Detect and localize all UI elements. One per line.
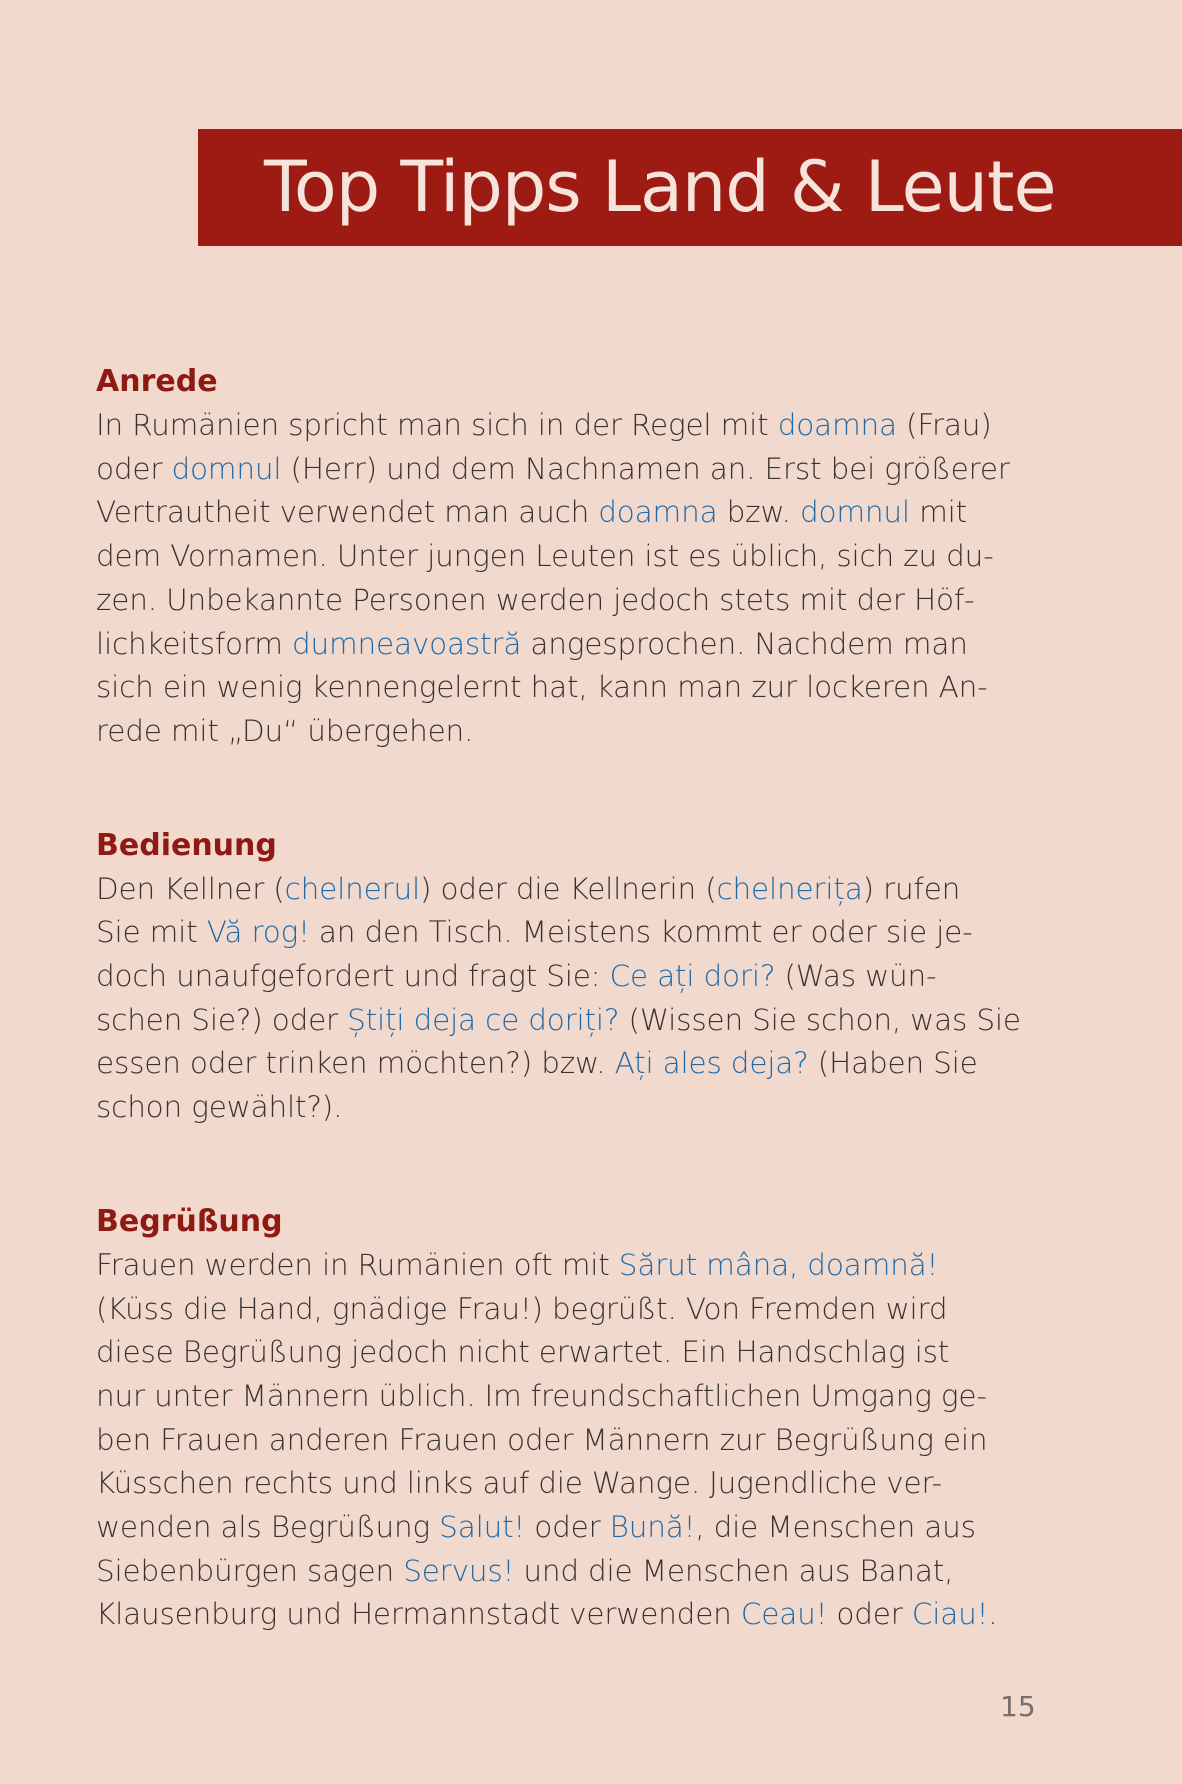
text-line [96,911,1086,955]
text-segment: Frauen werden in Rumänien oft mit [96,1247,619,1282]
text-segment: sich ein wenig kennengelernt hat, kann man zur lockeren An- [96,670,988,705]
text-segment: oder [525,1510,610,1545]
section-heading: Bedienung [96,827,277,863]
text-segment: rede mit „Du“ übergehen. [96,713,474,748]
text-segment: Den Kellner ( [96,871,285,906]
text-line [96,868,1086,912]
romanian-term: doamna [777,408,897,442]
text-segment: dem Vornamen. Unter jungen Leuten ist es üblich, sich zu du- [96,539,994,574]
romanian-term: Ați ales deja? [614,1046,809,1081]
text-segment: oder [827,1597,912,1632]
text-line [96,491,1086,535]
text-line [96,1042,1086,1086]
text-segment: schen Sie?) oder [96,1002,348,1037]
text-segment: . [988,1597,998,1632]
romanian-term: Sărut mâna, doamnă! [618,1247,939,1282]
text-line [96,1375,1086,1419]
text-segment: (Frau) [896,408,992,442]
text-line [96,1593,1086,1637]
text-segment: doch unaufgefordert und fragt Sie: [96,959,610,994]
text-segment: mit [909,495,967,530]
text-segment: Vertrautheit verwendet man auch [96,495,599,530]
text-line [96,1550,1086,1594]
text-segment: an den Tisch. Meistens kommt er oder sie je- [309,915,973,950]
text-segment: Küsschen rechts und links auf die Wange. Jugendliche ver- [96,1466,942,1501]
romanian-term: Servus! [403,1553,515,1588]
romanian-term: Știți deja ce doriți? [347,1002,620,1037]
romanian-term: Ciau! [911,1597,989,1632]
text-segment: lichkeitsform [96,626,292,661]
text-line [96,1288,1086,1332]
text-line [96,1419,1086,1463]
title-banner [198,129,1182,246]
text-line [96,579,1086,623]
text-segment: (Haben Sie [808,1046,978,1081]
text-segment: (Was wün- [775,959,937,994]
text-line [96,710,1086,754]
text-line [96,623,1086,667]
text-segment: und die Menschen aus Banat, [514,1553,954,1588]
text-segment: nur unter Männern üblich. Im freundschaftlichen Umgang ge- [96,1378,987,1413]
text-segment: ) rufen [862,871,961,906]
text-segment: Klausenburg und Hermannstadt verwenden [96,1597,741,1632]
romanian-term: dumneavoastră [291,626,522,661]
text-segment: ) oder die Kellnerin ( [419,871,717,906]
romanian-term: doamna [598,495,718,530]
section-anrede [96,360,1086,754]
romanian-term: chelnerul [284,871,420,906]
text-line [96,1331,1086,1375]
text-segment: diese Begrüßung jedoch nicht erwartet. Ein Handschlag ist [96,1335,950,1370]
text-segment: ben Frauen anderen Frauen oder Männern zur Begrüßung ein [96,1422,988,1457]
text-segment: essen oder trinken möchten?) bzw. [96,1046,615,1081]
text-segment: angesprochen. Nachdem man [521,626,968,661]
romanian-term: Ceau! [740,1597,828,1632]
romanian-term: Salut! [439,1510,526,1545]
text-segment: oder [96,451,172,486]
romanian-term: domnul [800,495,910,530]
romanian-term: Ce ați dori? [609,959,776,994]
text-segment: Siebenbürgen sagen [96,1553,404,1588]
section-begruessung [96,1200,1086,1637]
text-segment: (Herr) und dem Nachnamen an. Erst bei größerer [281,451,1010,486]
section-bedienung [96,824,1086,1130]
text-segment: bzw. [717,495,801,530]
text-segment: , die Menschen aus [695,1510,976,1545]
romanian-term: Bună! [609,1510,696,1545]
romanian-term: domnul [171,451,282,486]
text-segment: Sie mit [96,915,207,950]
text-segment: (Wissen Sie schon, was Sie [619,1002,1021,1037]
section-heading: Anrede [96,364,218,399]
section-body [96,868,1086,1130]
section-body [96,404,1086,754]
section-body [96,1244,1086,1637]
section-heading: Begrüßung [96,1203,283,1239]
romanian-term: chelnerița [716,871,863,906]
text-line [96,404,1086,448]
main-content [96,360,1086,1707]
page-title: Top Tipps Land & Leute [264,146,1056,228]
text-line [96,1086,1086,1130]
romanian-term: Vă rog! [206,915,310,950]
text-line [96,535,1086,579]
page-number: 15 [1000,1690,1036,1723]
text-segment: wenden als Begrüßung [96,1510,440,1545]
text-segment: zen. Unbekannte Personen werden jedoch stets mit der Höf- [96,582,975,617]
text-line [96,1244,1086,1288]
text-line [96,448,1086,492]
text-segment: In Rumänien spricht man sich in der Regel mit [96,408,778,442]
text-line [96,1506,1086,1550]
text-segment: schon gewählt?). [96,1090,343,1125]
text-line [96,1462,1086,1506]
text-line [96,666,1086,710]
text-line [96,999,1086,1043]
text-segment: (Küss die Hand, gnädige Frau!) begrüßt. Von Fremden wird [96,1291,948,1326]
text-line [96,955,1086,999]
